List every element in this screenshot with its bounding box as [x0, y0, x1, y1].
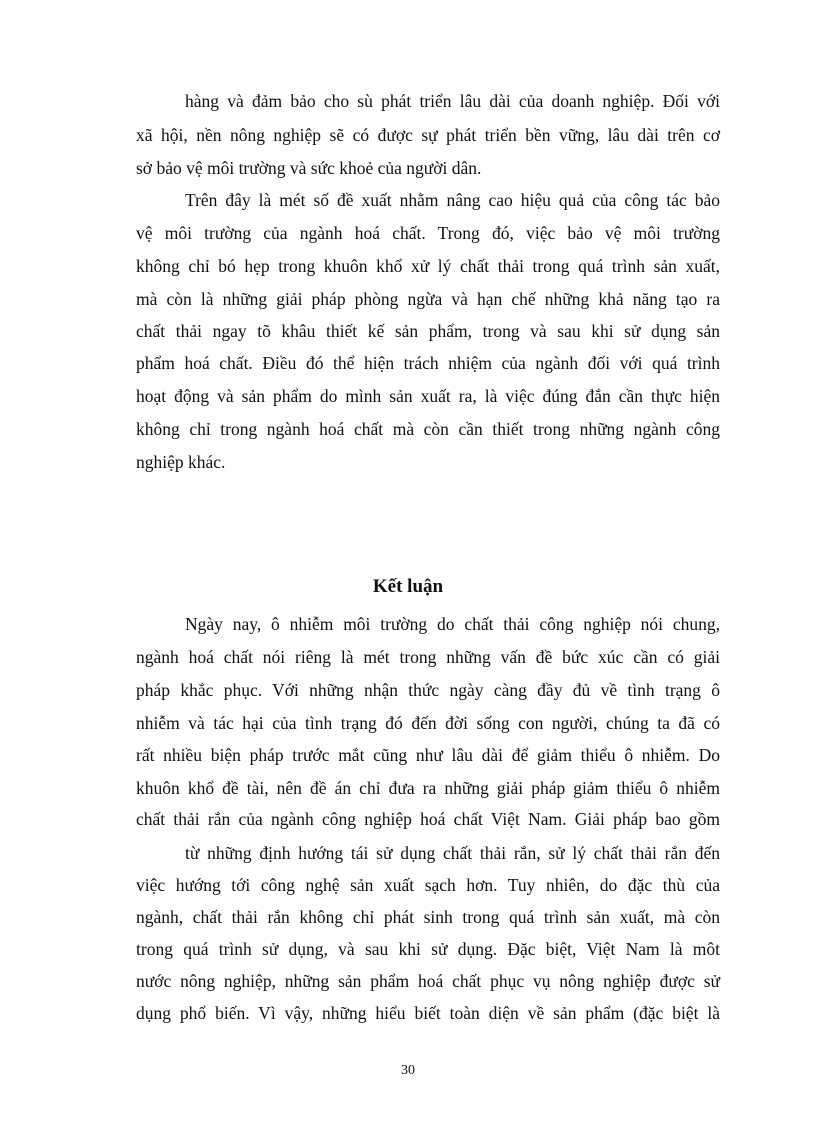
- body-text-line: hoạt động và sản phẩm do mình sản xuất ra, là việc đúng đắn cần thực hiện: [136, 386, 720, 406]
- body-text-line: Ngày nay, ô nhiễm môi trường do chất thải công nghiệp nói chung,: [185, 614, 720, 634]
- body-text-line: nước nông nghiệp, những sản phẩm hoá chất phục vụ nông nghiệp được sử: [136, 971, 720, 991]
- body-text-line: từ những định hướng tái sử dụng chất thải rắn, sử lý chất thải rắn đến: [185, 843, 720, 863]
- body-text-line: không chỉ trong ngành hoá chất mà còn cần thiết trong những ngành công: [136, 419, 720, 439]
- body-text-line: chất thải ngay tõ khâu thiết kế sản phẩm, trong và sau khi sử dụng sản: [136, 321, 720, 341]
- body-text-line: Trên đây là mét số đề xuất nhằm nâng cao hiệu quả của công tác bảo: [185, 190, 720, 210]
- section-heading: Kết luận: [372, 576, 444, 597]
- body-text-line: nhiễm và tác hại của tình trạng đó đến đời sống con người, chúng ta đã có: [136, 713, 720, 733]
- body-text-line: hàng và đảm bảo cho sù phát triển lâu dài của doanh nghiệp. Đối với: [185, 91, 720, 111]
- body-text-line: mà còn là những giải pháp phòng ngừa và hạn chế những khả năng tạo ra: [136, 289, 720, 309]
- body-text-line: sở bảo vệ môi trường và sức khoẻ của người dân.: [136, 158, 482, 178]
- body-text-line: chất thải rắn của ngành công nghiệp hoá chất Việt Nam. Giải pháp bao gồm: [136, 809, 720, 829]
- body-text-line: phẩm hoá chất. Điều đó thể hiện trách nhiệm của ngành đối với quá trình: [136, 353, 720, 373]
- body-text-line: khuôn khổ đề tài, nên đề án chỉ đưa ra những giải pháp giảm thiểu ô nhiễm: [136, 778, 720, 798]
- body-text-line: pháp khắc phục. Với những nhận thức ngày càng đầy đủ về tình trạng ô: [136, 680, 720, 700]
- body-text-line: việc hướng tới công nghệ sản xuất sạch hơn. Tuy nhiên, do đặc thù của: [136, 875, 720, 895]
- page-number: 30: [401, 1063, 415, 1078]
- body-text-line: dụng phổ biến. Vì vậy, những hiểu biết toàn diện về sản phẩm (đặc biệt là: [136, 1003, 720, 1023]
- body-text-line: rất nhiều biện pháp trước mắt cũng như lâu dài để giảm thiểu ô nhiễm. Do: [136, 745, 720, 765]
- body-text-line: vệ môi trường của ngành hoá chất. Trong đó, việc bảo vệ môi trường: [136, 223, 720, 243]
- body-text-line: xã hội, nền nông nghiệp sẽ có được sự phát triển bền vững, lâu dài trên cơ: [136, 125, 720, 145]
- body-text-line: nghiệp khác.: [136, 452, 226, 472]
- body-text-line: ngành, chất thải rắn không chỉ phát sinh trong quá trình sản xuất, mà còn: [136, 907, 720, 927]
- body-text-line: trong quá trình sử dụng, và sau khi sử dụng. Đặc biệt, Việt Nam là môt: [136, 939, 720, 959]
- body-text-line: ngành hoá chất nói riêng là mét trong những vấn đề bức xúc cần có giải: [136, 647, 720, 667]
- body-text-line: không chỉ bó hẹp trong khuôn khổ xử lý chất thải trong quá trình sản xuất,: [136, 256, 720, 276]
